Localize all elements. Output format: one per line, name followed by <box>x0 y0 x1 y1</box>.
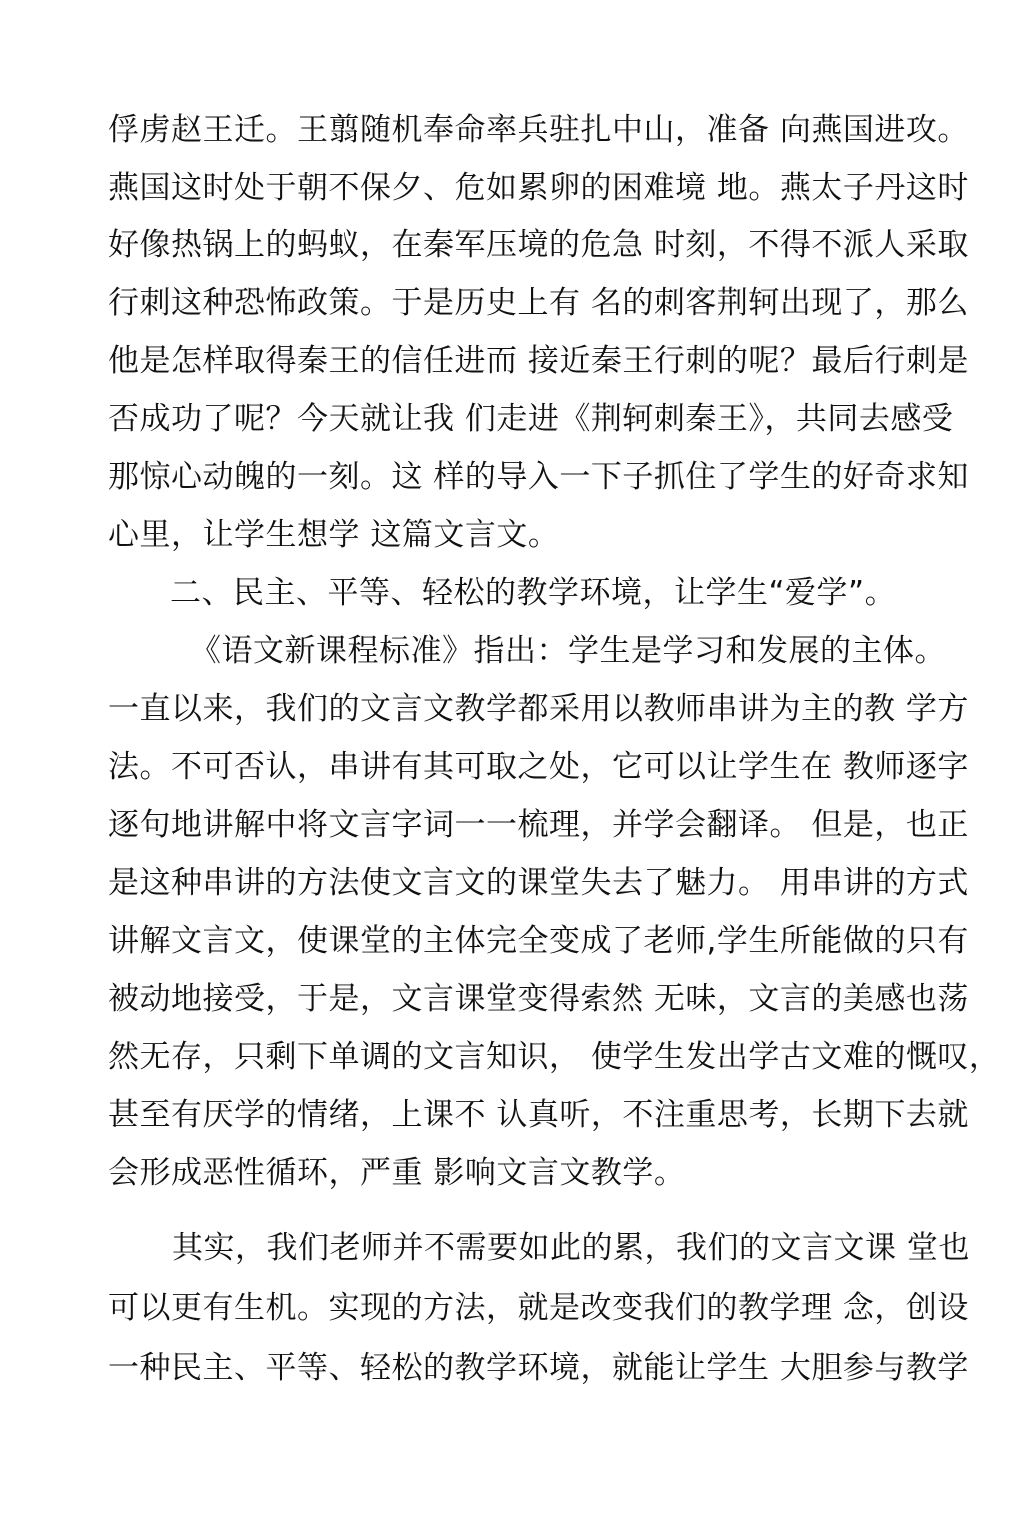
text-line: 否成功了呢？今天就让我 们走进《荆轲刺秦王》，共同去感受 <box>108 401 954 437</box>
text-line: 会形成恶性循环，严重 影响文言文教学。 <box>108 1155 686 1191</box>
text-line: 燕国这时处于朝不保夕、危如累卵的困难境 地。燕太子丹这时 <box>108 170 969 206</box>
text-line: 心里，让学生想学 这篇文言文。 <box>108 517 560 553</box>
text-line: 是这种串讲的方法使文言文的课堂失去了魅力。 用串讲的方式 <box>108 865 969 901</box>
text-line: 被动地接受，于是，文言课堂变得索然 无味，文言的美感也荡 <box>108 981 969 1017</box>
text-line: 行刺这种恐怖政策。于是历史上有 名的刺客荆轲出现了，那么 <box>108 285 969 321</box>
text-line: 俘虏赵王迁。王翦随机奉命率兵驻扎中山，准备 向燕国进攻。 <box>108 112 969 148</box>
text-line: 一种民主、平等、轻松的教学环境，就能让学生 大胆参与教学 <box>108 1350 969 1386</box>
text-line: 甚至有厌学的情绪，上课不 认真听，不注重思考，长期下去就 <box>108 1097 969 1133</box>
text-line: 法。不可否认，串讲有其可取之处，它可以让学生在 教师逐字 <box>108 749 969 785</box>
text-line: 逐句地讲解中将文言字词一一梳理，并学会翻译。 但是，也正 <box>108 807 969 843</box>
text-line: 《语文新课程标准》指出：学生是学习和发展的主体。 <box>190 633 946 669</box>
text-line: 好像热锅上的蚂蚁，在秦军压境的危急 时刻，不得不派人采取 <box>108 227 969 263</box>
text-line: 一直以来，我们的文言文教学都采用以教师串讲为主的教 学方 <box>108 691 969 727</box>
text-line: 那惊心动魄的一刻。这 样的导入一下子抓住了学生的好奇求知 <box>108 459 969 495</box>
text-line: 然无存，只剩下单调的文言知识， 使学生发出学古文难的慨叹， <box>108 1039 1001 1075</box>
text-line: 讲解文言文，使课堂的主体完全变成了老师,学生所能做的只有 <box>108 923 969 959</box>
text-line: 他是怎样取得秦王的信任进而 接近秦王行刺的呢？最后行刺是 <box>108 343 969 379</box>
text-line: 可以更有生机。实现的方法，就是改变我们的教学理 念，创设 <box>108 1290 969 1326</box>
section-heading: 二、民主、平等、轻松的教学环境，让学生“爱学”。 <box>170 575 897 611</box>
text-line: 其实，我们老师并不需要如此的累，我们的文言文课 堂也 <box>172 1230 970 1266</box>
